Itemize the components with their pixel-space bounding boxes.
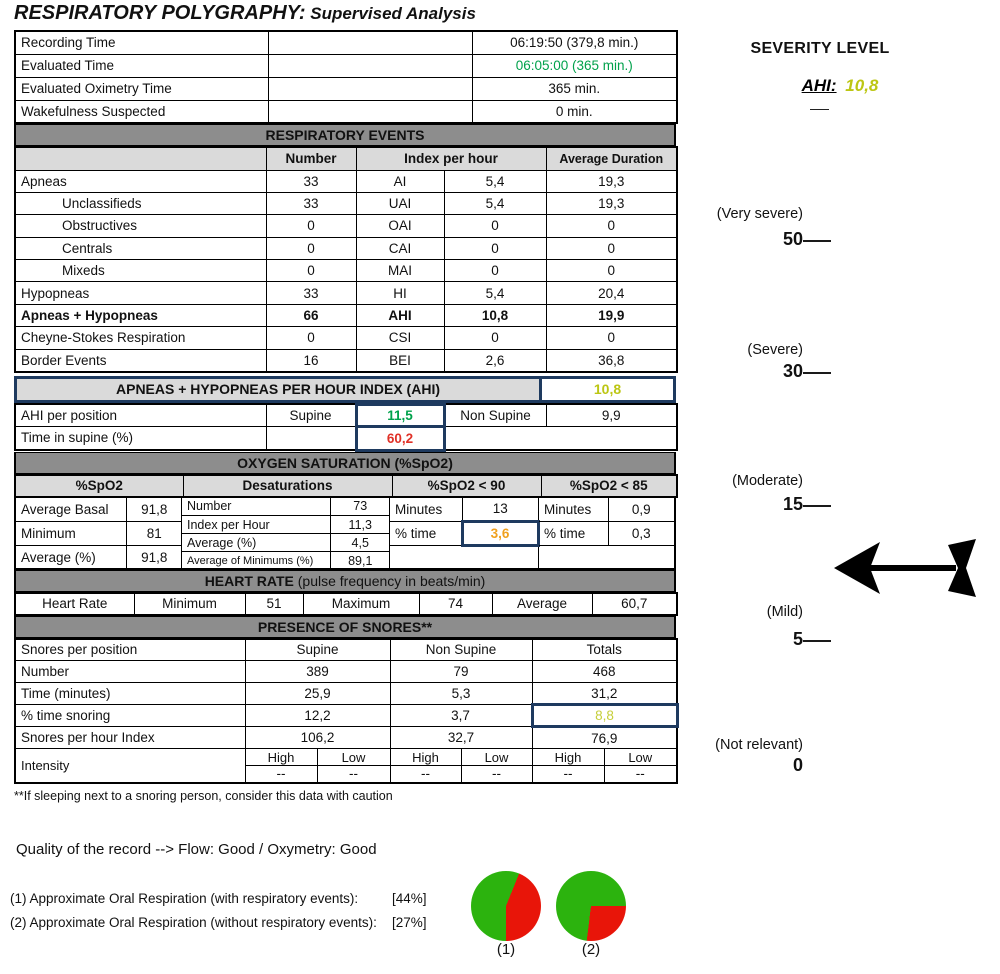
intensity-value: -- [317, 766, 390, 783]
value-cell: 106,2 [245, 727, 390, 749]
index-code-cell: AHI [356, 304, 444, 326]
row-label: Centrals [15, 237, 266, 259]
number-cell: 16 [266, 349, 356, 371]
index-code-cell: MAI [356, 260, 444, 282]
severity-tick-15: 15 [782, 494, 803, 514]
row-label: Heart Rate [15, 593, 134, 615]
hr-avg-value: 60,7 [592, 593, 677, 615]
intensity-high-header: High [390, 749, 461, 766]
row-label: Average of Minimums (%) [182, 552, 330, 570]
row-label: Apneas [15, 170, 266, 192]
index-value-cell: 2,6 [444, 349, 546, 371]
info-empty-cell [268, 100, 472, 123]
col-header-totals: Totals [532, 639, 677, 661]
table-row [16, 498, 182, 522]
table-row [182, 498, 390, 516]
page-title-main: RESPIRATORY POLYGRAPHY: [14, 2, 306, 24]
recording-time-value: 06:19:50 (379,8 min.) [472, 31, 677, 54]
value-cell: 91,8 [126, 546, 182, 570]
row-label: Time in supine (%) [15, 426, 266, 450]
table-row [15, 705, 677, 727]
index-code-cell: OAI [356, 215, 444, 237]
table-row [15, 170, 677, 192]
table-row [15, 683, 677, 705]
row-label: Intensity [15, 749, 245, 783]
severity-title: SEVERITY LEVEL [750, 40, 890, 57]
number-cell: 33 [266, 170, 356, 192]
value-cell: 13 [462, 498, 538, 522]
row-label: Snores per hour Index [15, 727, 245, 749]
header-empty-cell [15, 147, 266, 170]
quality-of-record-text: Quality of the record --> Flow: Good / Oxymetry: Good [16, 841, 377, 858]
row-label: Obstructives [15, 215, 266, 237]
value-cell: 12,2 [245, 705, 390, 727]
row-label: % time [539, 522, 608, 546]
oral-respiration-line-1 [10, 891, 427, 906]
severity-ahi-readout [740, 76, 940, 96]
severity-tick-5: 5 [792, 629, 803, 649]
intensity-value: -- [604, 766, 677, 783]
value-cell: 468 [532, 661, 677, 683]
number-cell: 0 [266, 327, 356, 349]
intensity-low-header: Low [461, 749, 532, 766]
intensity-value: -- [532, 766, 604, 783]
number-cell: 0 [266, 260, 356, 282]
pct-time-snoring-total: 8,8 [532, 705, 677, 727]
col-header-supine: Supine [245, 639, 390, 661]
pie-label-1: (1) [496, 941, 516, 958]
row-label: Mixeds [15, 260, 266, 282]
report-tables [14, 30, 676, 803]
table-row [16, 522, 182, 546]
table-row [16, 546, 182, 570]
row-label: Average (%) [16, 546, 126, 570]
page-title-sub: Supervised Analysis [305, 4, 476, 23]
pct-time-below90-value: 3,6 [462, 522, 538, 546]
index-value-cell: 10,8 [444, 304, 546, 326]
heart-rate-band-title: HEART RATE [204, 572, 294, 589]
oxygen-saturation-band: OXYGEN SATURATION (%SpO2) [14, 452, 676, 474]
col-header-duration: Average Duration [546, 147, 677, 170]
intensity-value: -- [245, 766, 317, 783]
severity-label-very-severe: (Very severe) [716, 206, 803, 222]
row-label: Average Basal [16, 498, 126, 522]
col-header-nonsupine: Non Supine [390, 639, 532, 661]
info-empty-cell [268, 77, 472, 100]
table-row [15, 282, 677, 304]
wakefulness-value: 0 min. [472, 100, 677, 123]
respiratory-events-table [14, 146, 678, 373]
duration-cell: 19,3 [546, 170, 677, 192]
table-row [539, 498, 674, 522]
intensity-low-header: Low [317, 749, 390, 766]
table-row [15, 426, 677, 450]
hr-min-label: Minimum [134, 593, 245, 615]
oral-respiration-label-1: (1) Approximate Oral Respiration (with respiratory events): [10, 891, 359, 906]
col-header-desaturations: Desaturations [183, 475, 392, 497]
nonsupine-ahi-value: 9,9 [546, 404, 677, 426]
index-value-cell: 0 [444, 260, 546, 282]
row-label: Minimum [16, 522, 126, 546]
table-header-row [15, 147, 677, 170]
number-cell: 0 [266, 215, 356, 237]
empty-cell [266, 426, 356, 450]
hr-max-label: Maximum [303, 593, 419, 615]
row-label: Minutes [390, 498, 462, 522]
pie-chart-oral-respiration-2 [556, 871, 626, 941]
value-cell: 81 [126, 522, 182, 546]
value-cell: 389 [245, 661, 390, 683]
duration-cell: 36,8 [546, 349, 677, 371]
value-cell: 91,8 [126, 498, 182, 522]
snores-footnote: **If sleeping next to a snoring person, consider this data with caution [14, 788, 393, 803]
tick-30 [803, 372, 831, 374]
severity-tick-30: 30 [782, 361, 803, 381]
respiratory-events-band: RESPIRATORY EVENTS [14, 124, 676, 146]
ahi-highlight-banner [14, 376, 676, 403]
hr-min-value: 51 [245, 593, 303, 615]
table-row [15, 661, 677, 683]
number-cell: 0 [266, 237, 356, 259]
table-row [182, 552, 390, 570]
table-row [15, 100, 677, 123]
intensity-value: -- [461, 766, 532, 783]
oral-respiration-value-2: [27%] [392, 915, 427, 930]
duration-cell: 20,4 [546, 282, 677, 304]
duration-cell: 19,3 [546, 192, 677, 214]
info-label: Evaluated Oximetry Time [15, 77, 268, 100]
value-cell: 73 [330, 498, 390, 516]
spo2-below-90-group [390, 498, 539, 568]
col-header-spo2: %SpO2 [15, 475, 183, 497]
info-empty-cell [268, 54, 472, 77]
row-label: Number [15, 661, 245, 683]
row-label: Index per Hour [182, 516, 330, 534]
info-empty-cell [268, 31, 472, 54]
hr-avg-label: Average [492, 593, 592, 615]
value-cell: 79 [390, 661, 532, 683]
table-row-intensity [15, 749, 677, 766]
info-label: Wakefulness Suspected [15, 100, 268, 123]
row-label: Average (%) [182, 534, 330, 552]
tick-50 [803, 240, 831, 242]
severity-gradient-bar [810, 109, 829, 773]
intensity-high-header: High [245, 749, 317, 766]
info-label: Recording Time [15, 31, 268, 54]
nonsupine-label-cell: Non Supine [444, 404, 546, 426]
recording-info-table [14, 30, 678, 124]
row-label: Hypopneas [15, 282, 266, 304]
ahi-banner-label: APNEAS + HYPOPNEAS PER HOUR INDEX (AHI) [17, 379, 542, 400]
index-value-cell: 5,4 [444, 170, 546, 192]
col-header-number: Number [266, 147, 356, 170]
value-cell: 76,9 [532, 727, 677, 749]
tick-5 [803, 640, 831, 642]
pie-chart-oral-respiration-1 [471, 871, 541, 941]
col-header-below90: %SpO2 < 90 [392, 475, 541, 497]
table-row-apneas-hypopneas [15, 304, 677, 326]
pie-label-2: (2) [581, 941, 601, 958]
duration-cell: 0 [546, 327, 677, 349]
row-label: % time snoring [15, 705, 245, 727]
table-row [15, 404, 677, 426]
intensity-high-header: High [532, 749, 604, 766]
severity-ahi-label: AHI: [801, 76, 837, 95]
index-code-cell: CSI [356, 327, 444, 349]
number-cell: 66 [266, 304, 356, 326]
row-label: Apneas + Hypopneas [15, 304, 266, 326]
index-value-cell: 5,4 [444, 282, 546, 304]
row-label: Time (minutes) [15, 683, 245, 705]
col-header-below85: %SpO2 < 85 [541, 475, 677, 497]
table-row [15, 192, 677, 214]
value-cell: 89,1 [330, 552, 390, 570]
table-row [15, 327, 677, 349]
ahi-position-table [14, 403, 678, 452]
table-row [15, 31, 677, 54]
index-value-cell: 0 [444, 237, 546, 259]
table-row [15, 54, 677, 77]
table-row [390, 498, 538, 522]
oral-respiration-label-2: (2) Approximate Oral Respiration (without respiratory events): [10, 915, 377, 930]
index-code-cell: HI [356, 282, 444, 304]
table-row [15, 237, 677, 259]
row-label: Number [182, 498, 330, 516]
empty-cell [444, 426, 677, 450]
oxygen-header-row [14, 474, 678, 498]
intensity-value: -- [390, 766, 461, 783]
oxygen-data-area [14, 498, 676, 570]
supine-ahi-value: 11,5 [356, 404, 444, 426]
heart-rate-table [14, 592, 678, 616]
value-cell: 31,2 [532, 683, 677, 705]
index-value-cell: 5,4 [444, 192, 546, 214]
severity-ahi-value: 10,8 [845, 76, 879, 95]
value-cell: 0,9 [608, 498, 674, 522]
value-cell: 3,7 [390, 705, 532, 727]
ahi-pointer-arrow-icon [832, 536, 992, 600]
severity-label-moderate: (Moderate) [732, 473, 803, 489]
number-cell: 33 [266, 282, 356, 304]
evaluated-time-value: 06:05:00 (365 min.) [472, 54, 677, 77]
value-cell: 4,5 [330, 534, 390, 552]
snores-band: PRESENCE OF SNORES** [14, 616, 676, 638]
time-supine-value: 60,2 [356, 426, 444, 450]
value-cell: 5,3 [390, 683, 532, 705]
row-label: Snores per position [15, 639, 245, 661]
row-label: Unclassifieds [15, 192, 266, 214]
oral-respiration-line-2 [10, 915, 427, 930]
duration-cell: 0 [546, 215, 677, 237]
table-row [15, 593, 677, 615]
index-code-cell: UAI [356, 192, 444, 214]
value-cell: 11,3 [330, 516, 390, 534]
oximetry-time-value: 365 min. [472, 77, 677, 100]
tick-15 [803, 505, 831, 507]
info-label: Evaluated Time [15, 54, 268, 77]
supine-label-cell: Supine [266, 404, 356, 426]
table-header-row [15, 475, 677, 497]
index-code-cell: BEI [356, 349, 444, 371]
intensity-low-header: Low [604, 749, 677, 766]
table-row [182, 516, 390, 534]
heart-rate-band [14, 570, 676, 592]
spo2-below-85-group [539, 498, 674, 568]
value-cell: 25,9 [245, 683, 390, 705]
table-row [15, 260, 677, 282]
severity-label-severe: (Severe) [747, 342, 803, 358]
table-row [15, 727, 677, 749]
hr-max-value: 74 [419, 593, 492, 615]
table-header-row [15, 639, 677, 661]
value-cell: 0,3 [608, 522, 674, 546]
row-label: Border Events [15, 349, 266, 371]
col-header-index: Index per hour [356, 147, 546, 170]
index-code-cell: CAI [356, 237, 444, 259]
severity-tick-0: 0 [792, 755, 803, 775]
number-cell: 33 [266, 192, 356, 214]
duration-cell: 0 [546, 260, 677, 282]
row-label: AHI per position [15, 404, 266, 426]
table-row [182, 534, 390, 552]
duration-cell: 19,9 [546, 304, 677, 326]
snores-table [14, 638, 679, 784]
severity-tick-50: 50 [782, 229, 803, 249]
severity-gauge [700, 30, 1000, 820]
table-row [15, 215, 677, 237]
page-title [14, 2, 476, 25]
severity-label-mild: (Mild) [766, 604, 803, 620]
index-value-cell: 0 [444, 215, 546, 237]
value-cell: 32,7 [390, 727, 532, 749]
table-row [390, 522, 538, 546]
index-code-cell: AI [356, 170, 444, 192]
row-label: % time [390, 522, 462, 546]
severity-label-not-relevant: (Not relevant) [715, 737, 803, 753]
index-value-cell: 0 [444, 327, 546, 349]
row-label: Cheyne-Stokes Respiration [15, 327, 266, 349]
table-row [15, 349, 677, 371]
desaturations-group [182, 498, 390, 568]
table-row [15, 77, 677, 100]
heart-rate-band-subtitle: (pulse frequency in beats/min) [293, 572, 486, 589]
oral-respiration-value-1: [44%] [392, 891, 427, 906]
ahi-banner-value: 10,8 [542, 379, 673, 400]
spo2-group [16, 498, 182, 568]
table-row [539, 522, 674, 546]
row-label: Minutes [539, 498, 608, 522]
duration-cell: 0 [546, 237, 677, 259]
